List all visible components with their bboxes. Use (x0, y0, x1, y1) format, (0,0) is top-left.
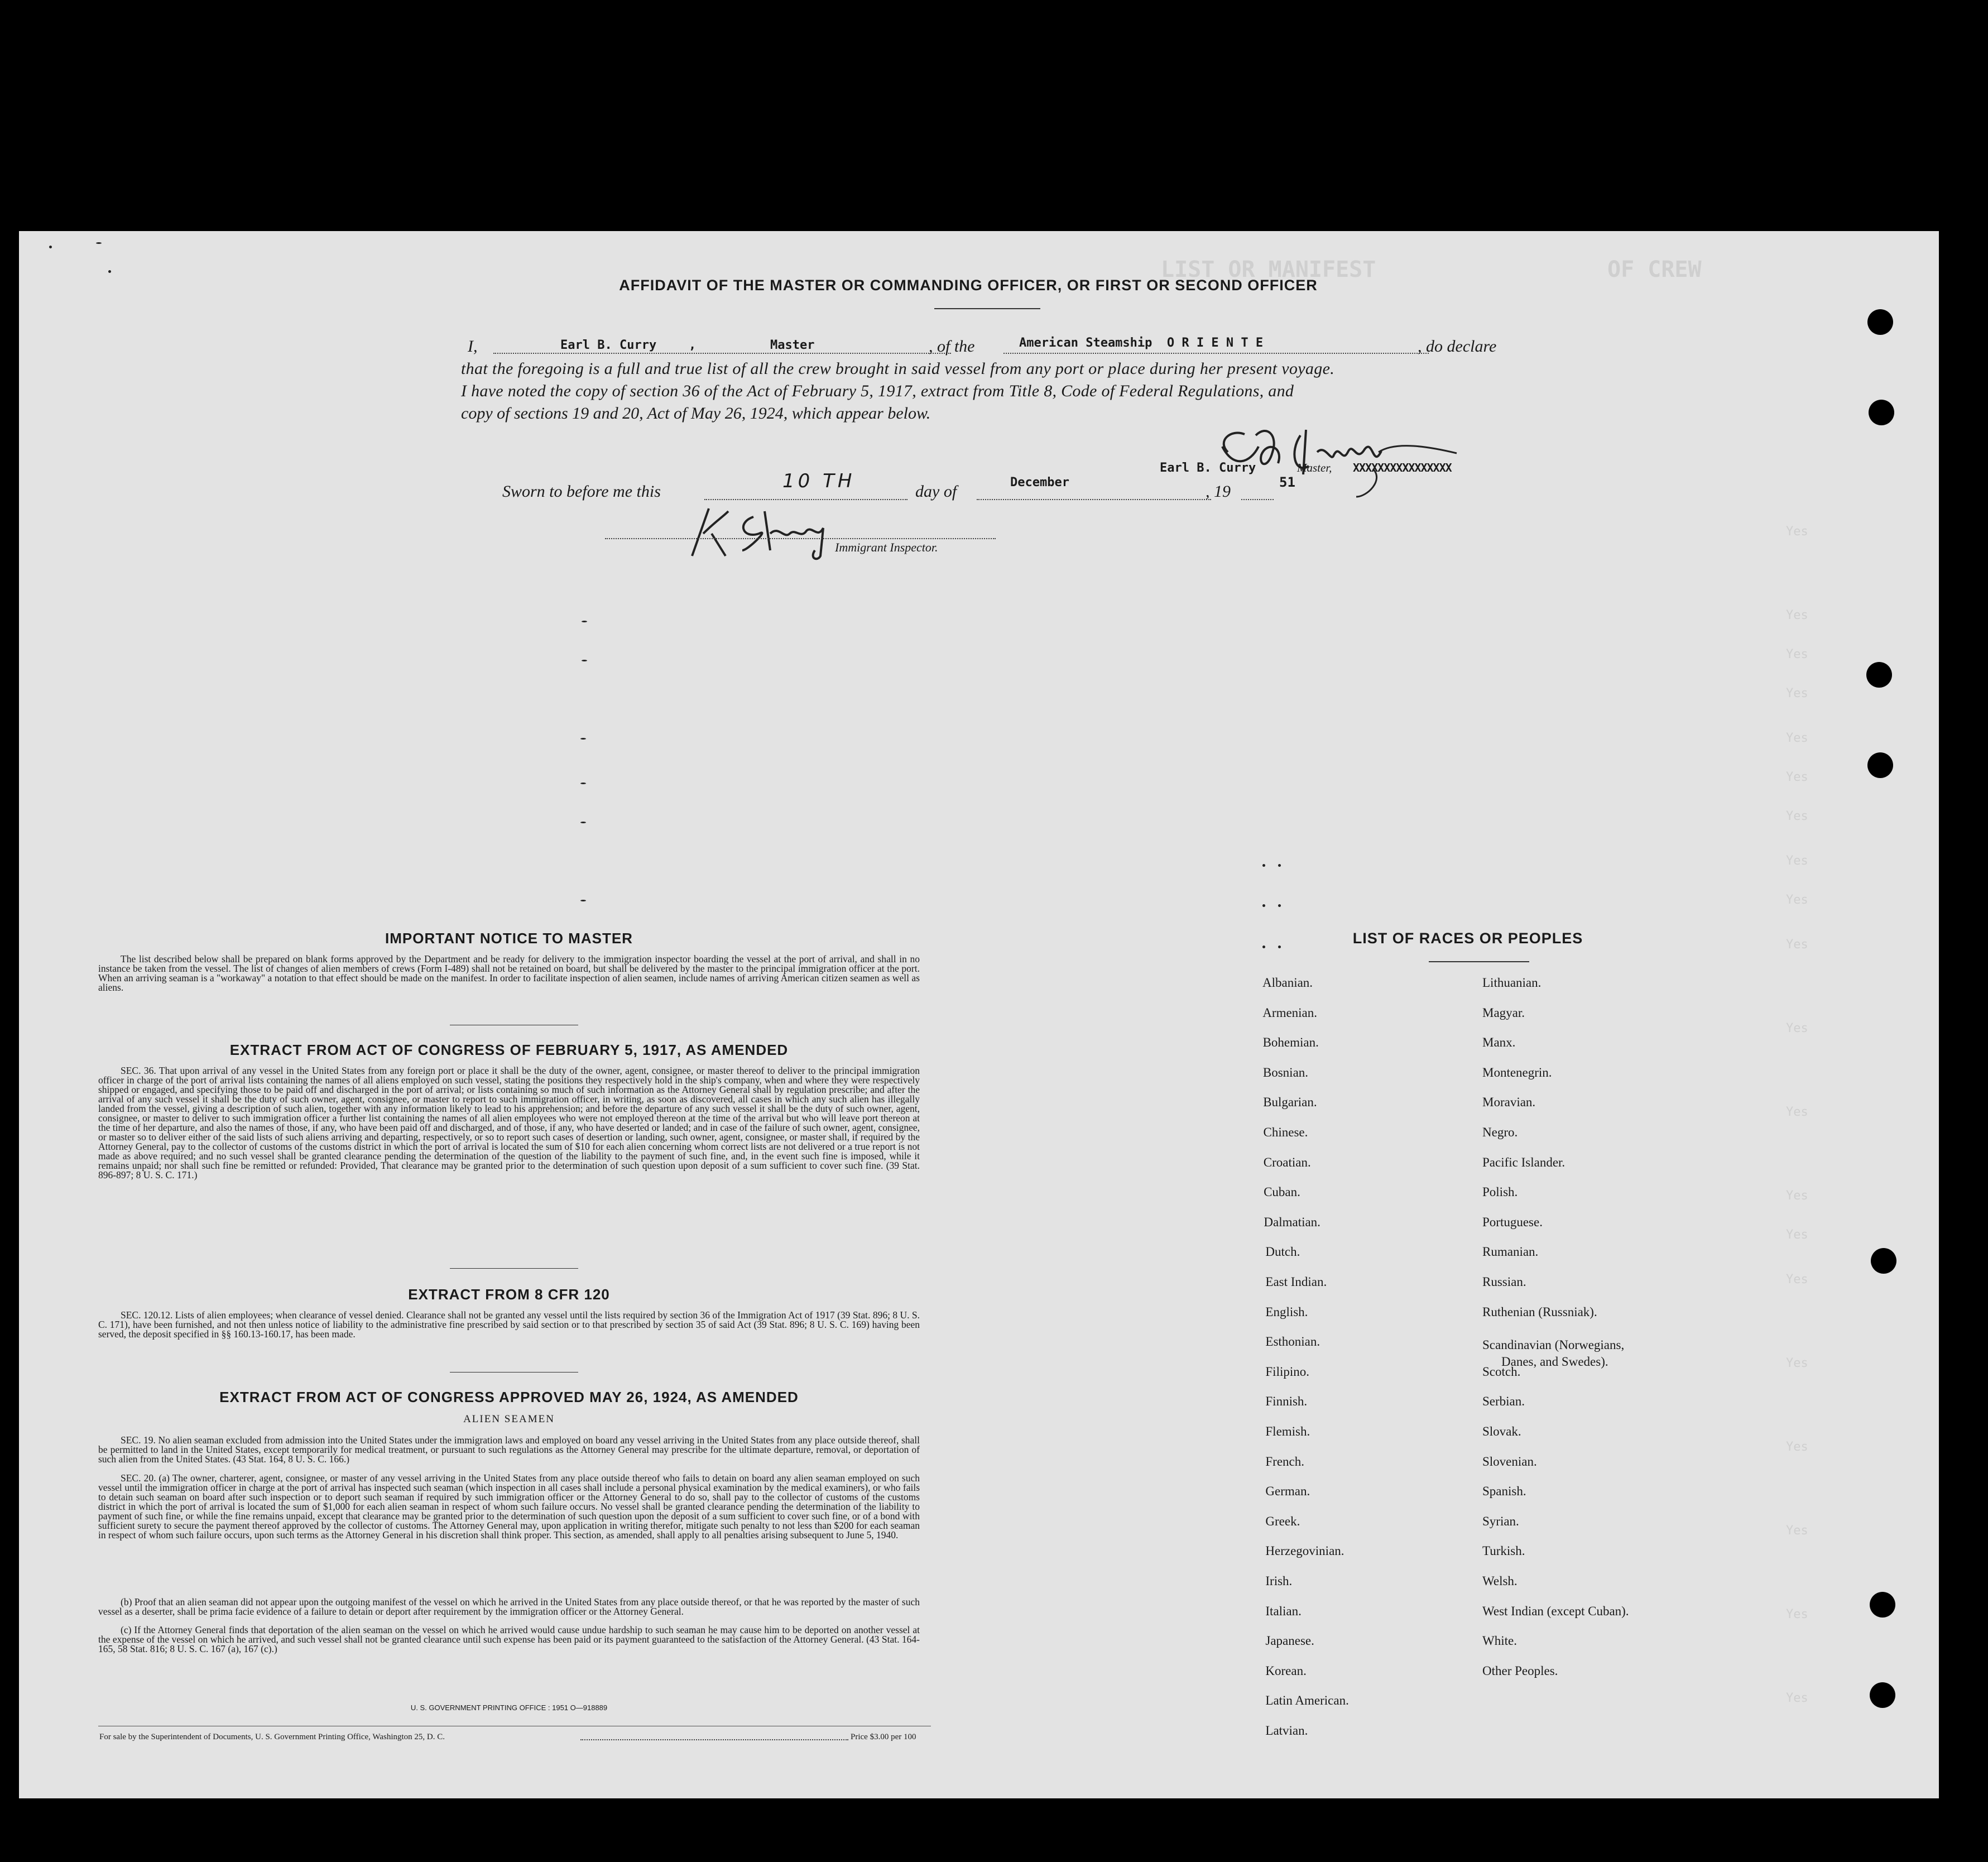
race-item: Turkish. (1482, 1544, 1525, 1558)
sworn-month: December (1010, 476, 1069, 490)
punch-hole (1870, 1682, 1895, 1708)
punch-hole (1866, 662, 1892, 688)
gpo-imprint: U. S. GOVERNMENT PRINTING OFFICE : 1951 O—918889 (410, 1703, 608, 1712)
extract-1917-text: SEC. 36. That upon arrival of any vessel in the United States from any foreign port or place it shall be the duty of the owner, agent, consignee, or master thereof to deliver to the principal immigration officer in charge of the port of arrival lists containing the names of all aliens employed on such vessel, stating the positions they respectively hold in the ship's company, when and where they were respectively shipped or engaged, and specifying those to be paid off and discharged in the port of arrival; or lists containing so much of such information as the Attorney General shall by regulation prescribe; and after the arrival of any such vessel it shall be the duty of such owner, agent, consignee, or master to report to such immigration officer, in writing, as soon as discovered, all cases in which any such alien has illegally landed from the vessel, giving a description of such alien, together with any information likely to lead to his apprehension; and before the departure of any such vessel it shall be the duty of such owner, agent, consignee, or master to deliver to such immigration officer a further list containing the names of all alien employees who were not employed thereon at the time of the arrival but who will leave port thereon at the time of her departure, and also the names of those, if any, who have been paid off and discharged, and of those, if any, who have deserted or landed; and in case of the failure of such owner, agent, consignee, or master so to deliver either of the said lists of such aliens arriving and departing, respectively, or so to report such cases of desertion or landing, such owner, agent, consignee, or master shall, if required by the Attorney General, pay to the collector of customs of the customs district in which the port of arrival is located the sum of $10 for each alien concerning whom correct lists are not delivered or a true report is not made as above required; and no such vessel shall be granted clearance pending the determination of the question of the liability to the payment of such fine, and, in the event such fine is imposed, while it remains unpaid; nor shall such fine be remitted or refunded: Provided, That clearance may be granted prior to the determination of such question upon deposit of a sum sufficient to cover such fine. (39 Stat. 896-897; 8 U. S. C. 171.) (98, 1065, 920, 1180)
extract-1924-sec20b: (b) Proof that an alien seaman did not appear upon the outgoing manifest of the vessel on which he arrived in the United States from any place outside thereof, or that he was reported by the master of such vessel as a deserter, shall be prima facie evidence of a failure to detain or deport after requirement by the immigration officer or the Attorney General. (98, 1596, 920, 1617)
race-item: Negro. (1482, 1125, 1518, 1139)
title-rule (934, 308, 1040, 309)
race-item: Syrian. (1482, 1514, 1519, 1528)
races-title: LIST OF RACES OR PEOPLES (1352, 930, 1583, 947)
race-item: Danes, and Swedes). (1501, 1355, 1608, 1369)
race-item: East Indian. (1265, 1275, 1327, 1289)
affidavit-line-4: copy of sections 19 and 20, Act of May 26, 1924, which appear below. (461, 404, 931, 423)
name-separator: , (689, 338, 697, 352)
punch-hole (1871, 1248, 1896, 1274)
of-the-label: , of the (929, 337, 975, 356)
i-prefix: I, (468, 337, 478, 356)
master-signature (1206, 413, 1473, 502)
race-item: Russian. (1482, 1275, 1526, 1289)
position-field: Master (770, 338, 815, 352)
race-item: Bohemian. (1262, 1035, 1319, 1050)
price: Price $3.00 per 100 (851, 1733, 916, 1741)
race-item: Magyar. (1482, 1005, 1525, 1020)
race-item: Flemish. (1265, 1424, 1310, 1438)
race-item: Bulgarian. (1263, 1095, 1317, 1110)
extract-cfr-text: SEC. 120.12. Lists of alien employees; when clearance of vessel denied. Clearance shall not be granted any vessel until the lists required by section 36 of the Immigration Act of 1917 (39 Stat. 896; 8 U. S. C. 171), have been furnished, and not then unless notice of liability to the administrative fine prescribed by said section or to that prescribed by section 35 of said Act (39 Stat. 896; 8 U. S. C. 169) having been served, the deposit specified in §§ 160.13-160.17, has been made. (98, 1309, 920, 1340)
struck-officer-title: XXXXXXXXXXXXXXXX (1353, 461, 1452, 474)
race-item: Moravian. (1482, 1095, 1536, 1110)
extract-1924-subtitle: ALIEN SEAMEN (463, 1413, 555, 1425)
inspector-label: Immigrant Inspector. (835, 540, 938, 554)
notice-title: IMPORTANT NOTICE TO MASTER (385, 930, 633, 947)
affidavit-title: AFFIDAVIT OF THE MASTER OR COMMANDING OFFICER, OR FIRST OR SECOND OFFICER (619, 277, 1318, 294)
race-item: Montenegrin. (1482, 1065, 1552, 1079)
race-item: Serbian. (1482, 1394, 1525, 1409)
race-item: White. (1482, 1634, 1517, 1648)
race-item: Armenian. (1262, 1005, 1318, 1020)
race-item: West Indian (except Cuban). (1482, 1604, 1629, 1618)
race-item: Latvian. (1265, 1724, 1308, 1738)
race-item: Japanese. (1265, 1634, 1314, 1648)
race-item: German. (1265, 1484, 1310, 1499)
race-item: Scandinavian (Norwegians, (1482, 1338, 1625, 1352)
race-item: Irish. (1265, 1574, 1293, 1588)
race-item: Welsh. (1482, 1574, 1518, 1588)
race-item: Greek. (1265, 1514, 1300, 1528)
race-item: Spanish. (1482, 1484, 1526, 1499)
master-name-field: Earl B. Curry (560, 338, 657, 352)
race-item: Croatian. (1263, 1155, 1311, 1169)
sworn-day: 10 TH (782, 470, 856, 492)
race-item: French. (1265, 1454, 1305, 1469)
affidavit-line-3: I have noted the copy of section 36 of the Act of February 5, 1917, extract from Title 8, Code of Federal Regulations, and (461, 382, 1294, 400)
sworn-prefix: Sworn to before me this (502, 482, 661, 501)
race-item: Cuban. (1264, 1185, 1300, 1199)
extract-1924-sec20a: SEC. 20. (a) The owner, charterer, agent, consignee, or master of any vessel arriving in the United States from any place outside thereof who fails to detain on board any alien seaman employed on such vessel until the immigration officer in charge at the port of arrival has inspected such seaman (which inspection in all cases shall include a personal physical examination by the medical examiners), or who fails to detain such seaman on board after such inspection or to deport such seaman if required by such immigration officer or the Attorney General to do so, shall pay to the collector of customs of the customs district in which the port of arrival is located the sum of $1,000 for each alien seaman in respect of whom such failure occurs. No vessel shall be granted clearance pending the determination of the liability to payment of such fine, or while the fine remains unpaid, except that clearance may be granted prior to the determination of such question upon the deposit of a sum sufficient to cover such fine, or of a bond with sufficient surety to secure the payment thereof approved by the collector of customs. The Attorney General may, upon application in writing therefor, mitigate such penalty to not less than $200 for each seaman in respect of whom such failure occurs, upon such terms as the Attorney General in his discretion shall think proper. This section, as amended, shall apply to all penalties arising subsequent to June 5, 1940. (98, 1472, 920, 1541)
master-label: Master, (1297, 461, 1332, 474)
affidavit-line-2: that the foregoing is a full and true list of all the crew brought in said vessel from any port or place during her present voyage. (461, 359, 1335, 378)
race-item: Dalmatian. (1264, 1215, 1320, 1229)
race-item: Esthonian. (1265, 1335, 1320, 1349)
punch-hole (1867, 309, 1893, 335)
race-item: English. (1265, 1304, 1308, 1319)
race-item: Dutch. (1265, 1245, 1300, 1259)
year-prefix: , 19 (1206, 482, 1231, 501)
race-item: Finnish. (1265, 1394, 1308, 1409)
sworn-year: 51 (1279, 474, 1295, 490)
extract-1924-sec20c: (c) If the Attorney General finds that deportation of the alien seaman on the vessel on which he arrived would cause undue hardship to such seaman he may cause him to be deported on another vessel at the expense of the vessel on which he arrived, and such vessel shall not be granted clearance until such expense has been paid or its payment guaranteed to the satisfaction of the Attorney General. (43 Stat. 164-165, 58 Stat. 816; 8 U. S. C. 167 (a), 167 (c).) (98, 1624, 920, 1654)
race-item: Bosnian. (1262, 1065, 1309, 1079)
race-item: Herzegovinian. (1265, 1544, 1344, 1558)
extract-1917-title: EXTRACT FROM ACT OF CONGRESS OF FEBRUARY 5, 1917, AS AMENDED (229, 1042, 789, 1058)
race-item: Lithuanian. (1482, 976, 1542, 990)
extract-1924-sec19: SEC. 19. No alien seaman excluded from admission into the United States under the immigration laws and employed on board any vessel arriving in the United States from any place outside thereof, shall be permitted to land in the United States, except temporarily for medical treatment, or pursuant to such regulations as the Attorney General may prescribe for the ultimate departure, removal, or deportation of such alien from the United States. (43 Stat. 164, 8 U. S. C. 166.) (98, 1434, 920, 1465)
sale-notice: For sale by the Superintendent of Documents, U. S. Government Printing Office, Washington 25, D. C. (99, 1733, 445, 1741)
punch-hole (1867, 752, 1893, 778)
master-typed-name: Earl B. Curry (1160, 461, 1256, 475)
extract-1924-title: EXTRACT FROM ACT OF CONGRESS APPROVED MAY 26, 1924, AS AMENDED (219, 1389, 799, 1405)
race-item: Slovenian. (1482, 1454, 1537, 1469)
race-item: Ruthenian (Russniak). (1482, 1304, 1597, 1319)
day-of-label: day of (915, 482, 957, 501)
race-item: Pacific Islander. (1482, 1155, 1566, 1169)
race-item: Slovak. (1482, 1424, 1521, 1438)
race-item: Filipino. (1265, 1364, 1309, 1379)
do-declare-label: , do declare (1418, 337, 1497, 356)
race-item: Manx. (1482, 1035, 1516, 1050)
race-item: Latin American. (1265, 1693, 1349, 1708)
race-item: Korean. (1265, 1663, 1307, 1678)
race-item: Scotch. (1482, 1364, 1521, 1379)
race-item: Portuguese. (1482, 1215, 1543, 1229)
notice-text: The list described below shall be prepared on blank forms approved by the Department and be ready for delivery to the immigration inspector boarding the vessel at the port of arrival, and shall in no instance be taken from the vessel. The list of changes of alien members of crews (Form I-489) shall not be retained on board, but shall be delivered by the master to the principal immigration officer at the port. When an arriving seaman is a "workaway" a notation to that effect should be made on the manifest. In order to facilitate inspection of alien seamen, include names of arriving American citizen seamen as well as aliens. (98, 953, 920, 993)
punch-hole (1869, 400, 1894, 425)
race-item: Albanian. (1262, 976, 1313, 990)
document-page (19, 231, 1939, 1798)
punch-hole (1870, 1592, 1895, 1618)
race-item: Other Peoples. (1482, 1663, 1558, 1678)
race-item: Chinese. (1263, 1125, 1308, 1139)
race-item: Italian. (1265, 1604, 1302, 1618)
race-item: Rumanian. (1482, 1245, 1539, 1259)
vessel-field: American Steamship O R I E N T E (1019, 336, 1264, 350)
race-item: Polish. (1482, 1185, 1518, 1199)
extract-cfr-title: EXTRACT FROM 8 CFR 120 (408, 1286, 610, 1303)
